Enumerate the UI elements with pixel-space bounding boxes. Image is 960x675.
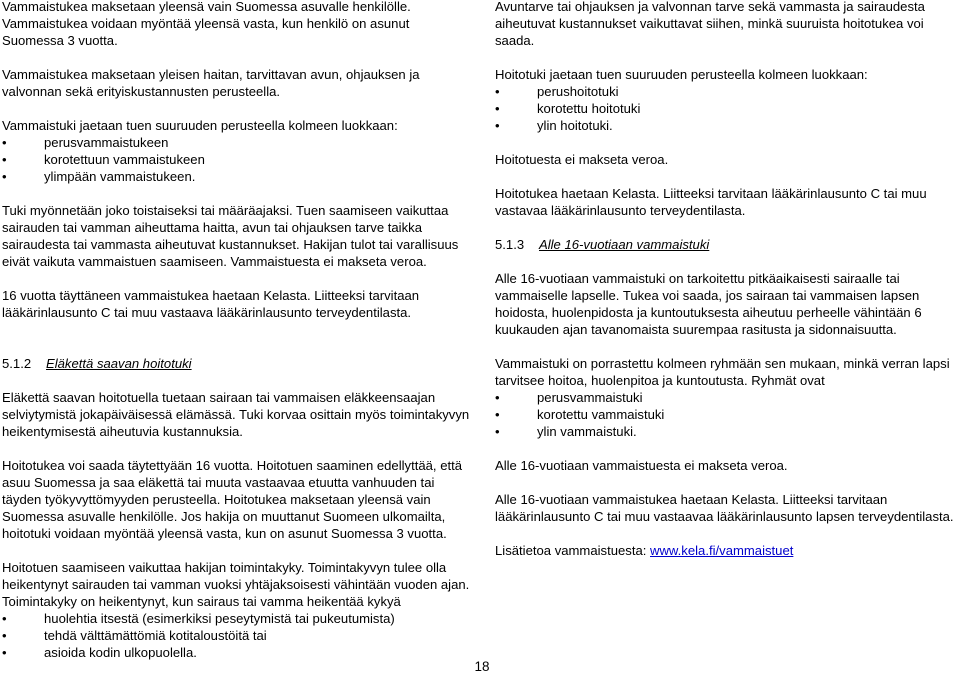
list-item: • korotettu vammaistuki <box>495 406 960 423</box>
section-heading <box>2 355 472 372</box>
paragraph: Hoitotuki jaetaan tuen suuruuden perusteella kolmeen luokkaan: <box>495 67 868 82</box>
section-title: Eläkettä saavan hoitotuki <box>46 356 192 371</box>
list-item: • asioida kodin ulkopuolella. <box>2 644 472 661</box>
paragraph: Hoitotuen saamiseen vaikuttaa hakijan toimintakyky. Toimintakyvyn tulee olla heikentynyt sairauden tai vamman vuoksi yhtäjaksoisesti vähintään vuoden ajan. Toimintakyky on heikentynyt, kun sairaus tai vamma heikentää kykyä <box>2 560 470 609</box>
paragraph: Avuntarve tai ohjauksen ja valvonnan tarve sekä vammasta ja sairaudesta aiheutuvat kustannukset vaikuttavat siihen, minkä suuruista hoitotukea voi saada. <box>495 0 925 48</box>
list-item: • huolehtia itsestä (esimerkiksi peseytymistä tai pukeutumista) <box>2 610 472 627</box>
list-item: • ylin vammaistuki. <box>495 423 960 440</box>
paragraph: Alle 16-vuotiaan vammaistukea haetaan Kelasta. Liitteeksi tarvitaan lääkärinlausunto C tai muu vastaavaa lääkärinlausunto lapsen terveydentilasta. <box>495 492 954 524</box>
bullet-list <box>2 610 472 661</box>
info-paragraph <box>495 542 960 559</box>
kela-link[interactable]: www.kela.fi/vammaistuet <box>650 543 794 558</box>
paragraph: 16 vuotta täyttäneen vammaistukea haetaan Kelasta. Liitteeksi tarvitaan lääkärinlausunto C tai muu vastaava lääkärinlausunto terveydentilasta. <box>2 288 420 320</box>
list-item: • ylimpään vammaistukeen. <box>2 168 472 185</box>
bullet-list <box>495 389 960 440</box>
paragraph: Hoitotuesta ei makseta veroa. <box>495 152 669 167</box>
bullet-list <box>495 83 960 134</box>
paragraph: Alle 16-vuotiaan vammaistuesta ei makseta veroa. <box>495 458 788 473</box>
paragraph: Vammaistuki jaetaan tuen suuruuden perusteella kolmeen luokkaan: <box>2 118 398 133</box>
list-item: • ylin hoitotuki. <box>495 117 960 134</box>
list-item: • tehdä välttämättömiä kotitaloustöitä tai <box>2 627 472 644</box>
list-item: • perusvammaistukeen <box>2 134 472 151</box>
paragraph: Eläkettä saavan hoitotuella tuetaan sairaan tai vammaisen eläkkeensaajan selviytymistä jokapäiväisessä elämässä. Tuki korvaa osittain myös toimintakyvyn heikentymisestä aiheutuvia kustannuksia. <box>2 390 470 439</box>
section-number: 5.1.3 <box>495 237 525 252</box>
paragraph: Hoitotukea voi saada täytettyään 16 vuotta. Hoitotuen saaminen edellyttää, että asuu Suomessa ja saa eläkettä tai muuta vastaavaa etuutta vanhuuden tai täyden työkyvyttömyyden perusteella. Hoitotukea maksetaan yleensä vain Suomessa asuvalle henkilölle. Jos hakija on muuttanut Suomeen ulkomailta, hoitotuki voidaan myöntää yleensä vasta, kun on asunut Suomessa 3 vuotta. <box>2 458 463 541</box>
paragraph: Alle 16-vuotiaan vammaistuki on tarkoitettu pitkäaikaisesti sairaalle tai vammaiselle lapselle. Tukea voi saada, jos sairaan tai vammaisen lapsen hoidosta, huolenpidosta ja kuntoutuksesta aiheutuu perheelle vähintään 6 kuukauden ajan tavanomaista suurempaa rasitusta ja sidonnaisuutta. <box>495 271 922 337</box>
list-item: • korotettuun vammaistukeen <box>2 151 472 168</box>
list-item: • perushoitotuki <box>495 83 960 100</box>
paragraph: Hoitotukea haetaan Kelasta. Liitteeksi tarvitaan lääkärinlausunto C tai muu vastavaa lääkärinlausunto terveydentilasta. <box>495 186 927 218</box>
page-number: 18 <box>474 659 490 674</box>
section-title: Alle 16-vuotiaan vammaistuki <box>539 237 710 252</box>
list-item: • perusvammaistuki <box>495 389 960 406</box>
section-number: 5.1.2 <box>2 356 32 371</box>
left-column <box>2 0 472 661</box>
list-item: • korotettu hoitotuki <box>495 100 960 117</box>
paragraph: Vammaistukea maksetaan yleisen haitan, tarvittavan avun, ohjauksen ja valvonnan sekä erityiskustannusten perusteella. <box>2 67 420 99</box>
bullet-list <box>2 134 472 185</box>
paragraph: Vammaistuki on porrastettu kolmeen ryhmään sen mukaan, minkä verran lapsi tarvitsee hoitoa, huolenpitoa ja kuntoutusta. Ryhmät ovat <box>495 356 950 388</box>
paragraph: Tuki myönnetään joko toistaiseksi tai määräajaksi. Tuen saamiseen vaikuttaa sairauden tai vamman aiheuttama haitta, avun tai ohjauksen tarve taikka sairaudesta tai vammasta aiheutuvat kustannukset. Hakijan tulot tai varallisuus eivät vaikuta vammaistuen saamiseen. Vammaistuesta ei makseta veroa. <box>2 203 459 269</box>
section-heading <box>495 236 960 253</box>
paragraph: Vammaistukea maksetaan yleensä vain Suomessa asuvalle henkilölle. Vammaistukea voidaan myöntää yleensä vasta, kun henkilö on asunut Suomessa 3 vuotta. <box>2 0 411 48</box>
info-label: Lisätietoa vammaistuesta: <box>495 543 651 558</box>
right-column <box>495 0 960 559</box>
